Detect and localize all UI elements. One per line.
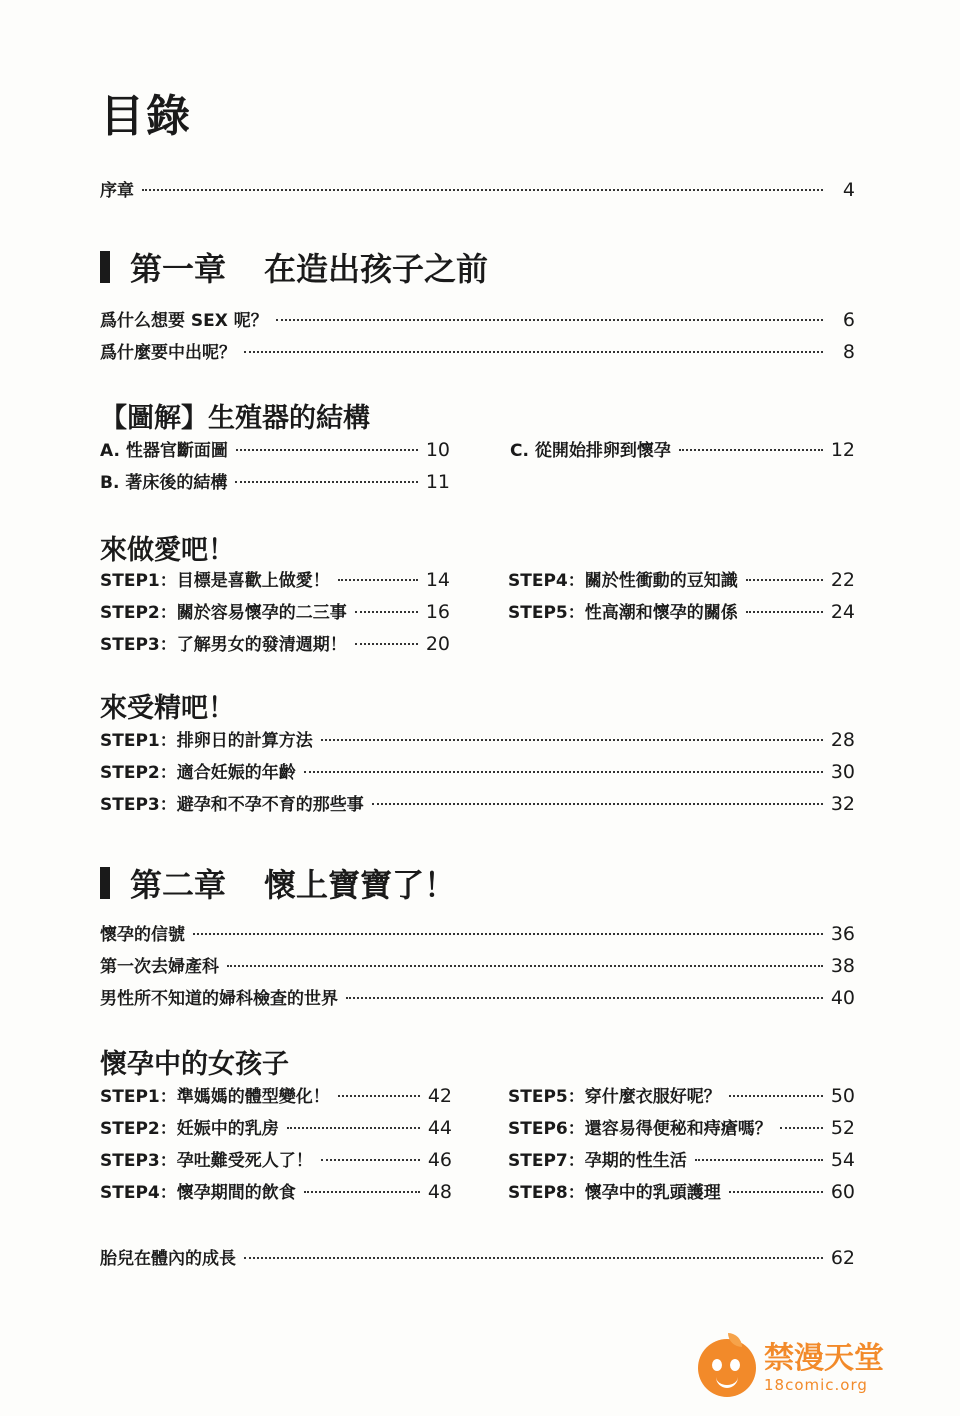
toc-entry[interactable]	[100, 920, 855, 948]
entry-page: 22	[830, 569, 855, 591]
dot-leader	[338, 579, 418, 581]
entry-page: 8	[842, 341, 855, 363]
entry-label: STEP8：懷孕中的乳頭護理	[508, 1183, 721, 1203]
dot-leader	[321, 739, 823, 741]
chapter-bar-icon	[100, 867, 110, 899]
entry-label: 男性所不知道的婦科檢查的世界	[100, 989, 338, 1009]
entry-page: 11	[425, 471, 450, 493]
toc-entry[interactable]	[508, 1082, 855, 1110]
toc-entry[interactable]	[100, 598, 450, 626]
dot-leader	[729, 1191, 823, 1193]
entry-page: 54	[830, 1149, 855, 1171]
toc-entry[interactable]	[100, 630, 450, 658]
entry-label: STEP2：關於容易懷孕的二三事	[100, 603, 347, 623]
dot-leader	[304, 771, 823, 773]
dot-leader	[679, 449, 823, 451]
chapter-title: 懷上寶寶了！	[264, 866, 457, 904]
watermark-logo	[698, 1336, 918, 1400]
entry-page: 32	[830, 793, 855, 815]
watermark-name: 禁漫天堂	[764, 1341, 884, 1376]
entry-label: 爲什么想要 SEX 呢？	[100, 311, 268, 331]
entry-label: STEP4：懷孕期間的飲食	[100, 1183, 296, 1203]
dot-leader	[235, 481, 417, 483]
entry-label: B. 著床後的結構	[100, 473, 228, 493]
section-heading-diagram: 【圖解】生殖器的結構	[100, 403, 370, 434]
entry-label: STEP2：適合妊娠的年齡	[100, 763, 296, 783]
dot-leader	[355, 643, 418, 645]
entry-label: C. 從開始排卵到懷孕	[510, 441, 671, 461]
dot-leader	[746, 611, 823, 613]
dot-leader	[321, 1159, 420, 1161]
dot-leader	[355, 611, 418, 613]
entry-page: 28	[830, 729, 855, 751]
dot-leader	[729, 1095, 823, 1097]
dot-leader	[227, 965, 823, 967]
toc-entry-prologue[interactable]	[100, 176, 855, 204]
entry-label: 爲什麼要中出呢？	[100, 343, 236, 363]
entry-page: 6	[842, 309, 855, 331]
chapter-heading-1	[100, 244, 488, 290]
entry-label: STEP1：準媽媽的體型變化！	[100, 1087, 330, 1107]
entry-page: 16	[425, 601, 450, 623]
toc-entry[interactable]	[100, 338, 855, 366]
entry-page: 38	[830, 955, 855, 977]
toc-entry[interactable]	[100, 1178, 452, 1206]
toc-entry[interactable]	[100, 1146, 452, 1174]
entry-label: STEP1：排卵日的計算方法	[100, 731, 313, 751]
dot-leader	[338, 1095, 420, 1097]
entry-label: 序章	[100, 181, 134, 201]
section-heading-pregnant-girl: 懷孕中的女孩子	[100, 1049, 289, 1080]
entry-page: 4	[842, 179, 855, 201]
toc-entry[interactable]	[508, 566, 855, 594]
entry-label: STEP3：避孕和不孕不育的那些事	[100, 795, 364, 815]
chapter-number: 第一章	[130, 250, 227, 288]
entry-page: 30	[830, 761, 855, 783]
toc-entry[interactable]	[100, 1082, 452, 1110]
mascot-icon	[698, 1339, 756, 1397]
entry-page: 44	[427, 1117, 452, 1139]
toc-entry[interactable]	[508, 598, 855, 626]
entry-page: 50	[830, 1085, 855, 1107]
toc-entry[interactable]	[508, 1178, 855, 1206]
page-title: 目錄	[100, 91, 192, 142]
entry-label: STEP7：孕期的性生活	[508, 1151, 687, 1171]
dot-leader	[695, 1159, 823, 1161]
entry-label: STEP5：穿什麼衣服好呢？	[508, 1087, 721, 1107]
entry-page: 52	[830, 1117, 855, 1139]
entry-label: STEP6：還容易得便秘和痔瘡嗎？	[508, 1119, 772, 1139]
entry-page: 24	[830, 601, 855, 623]
entry-label: STEP2：妊娠中的乳房	[100, 1119, 279, 1139]
dot-leader	[236, 449, 418, 451]
dot-leader	[142, 189, 823, 191]
chapter-heading-2	[100, 860, 456, 906]
toc-entry[interactable]	[100, 758, 855, 786]
dot-leader	[780, 1127, 823, 1129]
toc-entry[interactable]	[100, 436, 450, 464]
toc-entry[interactable]	[510, 436, 855, 464]
entry-page: 36	[830, 923, 855, 945]
toc-entry[interactable]	[508, 1146, 855, 1174]
dot-leader	[244, 1257, 823, 1259]
entry-page: 48	[427, 1181, 452, 1203]
chapter-number: 第二章	[130, 866, 227, 904]
toc-entry[interactable]	[100, 726, 855, 754]
toc-entry[interactable]	[100, 952, 855, 980]
entry-page: 60	[830, 1181, 855, 1203]
toc-entry[interactable]	[100, 306, 855, 334]
entry-page: 10	[425, 439, 450, 461]
toc-entry-fetal-growth[interactable]	[100, 1244, 855, 1272]
entry-page: 42	[427, 1085, 452, 1107]
entry-page: 62	[830, 1247, 855, 1269]
chapter-bar-icon	[100, 251, 110, 283]
entry-label: 懷孕的信號	[100, 925, 185, 945]
dot-leader	[276, 319, 823, 321]
entry-page: 14	[425, 569, 450, 591]
chapter-title: 在造出孩子之前	[264, 250, 489, 288]
watermark-url: 18comic.org	[764, 1376, 868, 1394]
toc-entry[interactable]	[100, 790, 855, 818]
dot-leader	[304, 1191, 420, 1193]
dot-leader	[244, 351, 823, 353]
entry-page: 20	[425, 633, 450, 655]
toc-entry[interactable]	[100, 984, 855, 1012]
entry-label: STEP5：性高潮和懷孕的關係	[508, 603, 738, 623]
dot-leader	[346, 997, 823, 999]
section-heading-make-love: 來做愛吧！	[100, 535, 235, 566]
entry-page: 46	[427, 1149, 452, 1171]
entry-label: STEP3：了解男女的發清週期！	[100, 635, 347, 655]
dot-leader	[746, 579, 823, 581]
entry-label: STEP4：關於性衝動的豆知識	[508, 571, 738, 591]
entry-label: STEP1：目標是喜歡上做愛！	[100, 571, 330, 591]
entry-page: 12	[830, 439, 855, 461]
toc-entry[interactable]	[508, 1114, 855, 1142]
dot-leader	[193, 933, 823, 935]
section-heading-fertilize: 來受精吧！	[100, 693, 235, 724]
entry-label: A. 性器官斷面圖	[100, 441, 228, 461]
entry-label: 第一次去婦產科	[100, 957, 219, 977]
toc-entry[interactable]	[100, 468, 450, 496]
dot-leader	[372, 803, 823, 805]
dot-leader	[287, 1127, 420, 1129]
entry-page: 40	[830, 987, 855, 1009]
entry-label: STEP3：孕吐難受死人了！	[100, 1151, 313, 1171]
toc-entry[interactable]	[100, 1114, 452, 1142]
toc-entry[interactable]	[100, 566, 450, 594]
entry-label: 胎兒在體內的成長	[100, 1249, 236, 1269]
